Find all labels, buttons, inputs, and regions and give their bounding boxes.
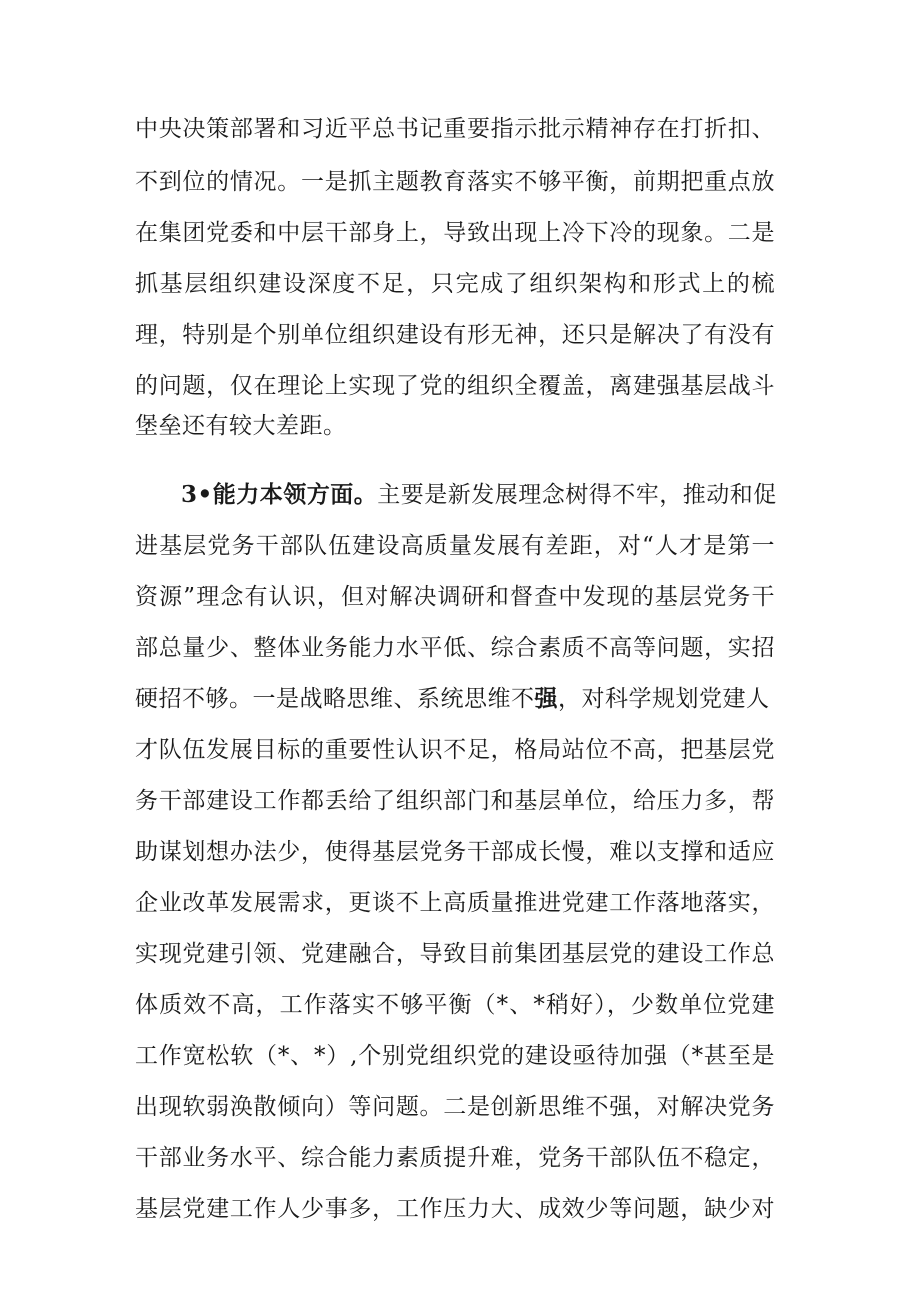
- paragraph-2-line-9: 企业改革发展需求，更谈不上高质量推进党建工作落地落实，: [135, 890, 775, 916]
- paragraph-2-line-7: 务干部建设工作都丢给了组织部门和基层单位，给压力多，帮: [135, 788, 775, 814]
- paragraph-2-line-6: 才队伍发展目标的重要性认识不足，格局站位不高，把基层党: [135, 737, 775, 763]
- paragraph-2-line-5-start: 硬招不够。一是战略思维、系统思维不: [135, 686, 535, 712]
- paragraph-1-line-2: 不到位的情况。一是抓主题教育落实不够平衡，前期把重点放: [135, 169, 775, 195]
- paragraph-2-line-8: 助谋划想办法少，使得基层党务干部成长慢，难以支撑和适应: [135, 839, 775, 865]
- paragraph-2-line-3: 资源”理念有认识，但对解决调研和督查中发现的基层党务干: [135, 584, 775, 610]
- paragraph-1-line-3: 在集团党委和中层干部身上，导致出现上冷下冷的现象。二是: [135, 220, 775, 246]
- paragraph-1-line-1: 中央决策部署和习近平总书记重要指示批示精神存在打折扣、: [135, 116, 775, 142]
- paragraph-1-line-6: 的问题，仅在理论上实现了党的组织全覆盖，离建强基层战斗: [135, 373, 775, 399]
- paragraph-2-line-11: 体质效不高，工作落实不够平衡（*、*稍好），少数单位党建: [135, 992, 775, 1018]
- paragraph-2-line-5: [135, 684, 775, 714]
- paragraph-2-line-1: [181, 480, 775, 510]
- paragraph-2-line-2: 进基层党务干部队伍建设高质量发展有差距，对“人才是第一: [135, 533, 775, 559]
- paragraph-2-line-5-end: ，对科学规划党建人: [558, 686, 770, 712]
- paragraph-1-line-4: 抓基层组织建设深度不足，只完成了组织架构和形式上的梳: [135, 271, 775, 297]
- paragraph-2-line-15: 基层党建工作人少事多，工作压力大、成效少等问题，缺少对: [135, 1196, 775, 1222]
- emphasis-strong: 强: [534, 685, 558, 712]
- paragraph-2-line-1-text: 主要是新发展理念树得不牢，推动和促: [377, 482, 777, 508]
- paragraph-2-line-10: 实现党建引领、党建融合，导致目前集团基层党的建设工作总: [135, 941, 775, 967]
- paragraph-2-line-4: 部总量少、整体业务能力水平低、综合素质不高等问题，实招: [135, 635, 775, 661]
- section-heading: 3•能力本领方面。: [181, 481, 378, 508]
- paragraph-1-line-5: 理，特别是个别单位组织建设有形无神，还只是解决了有没有: [135, 322, 775, 348]
- paragraph-1-line-7: 堡垒还有较大差距。: [135, 413, 347, 439]
- paragraph-2-line-14: 干部业务水平、综合能力素质提升难，党务干部队伍不稳定，: [135, 1145, 775, 1171]
- paragraph-2-line-12: 工作宽松软（*、*）,个别党组织党的建设亟待加强（*甚至是: [135, 1043, 775, 1069]
- paragraph-2-line-13: 出现软弱涣散倾向）等问题。二是创新思维不强，对解决党务: [135, 1094, 775, 1120]
